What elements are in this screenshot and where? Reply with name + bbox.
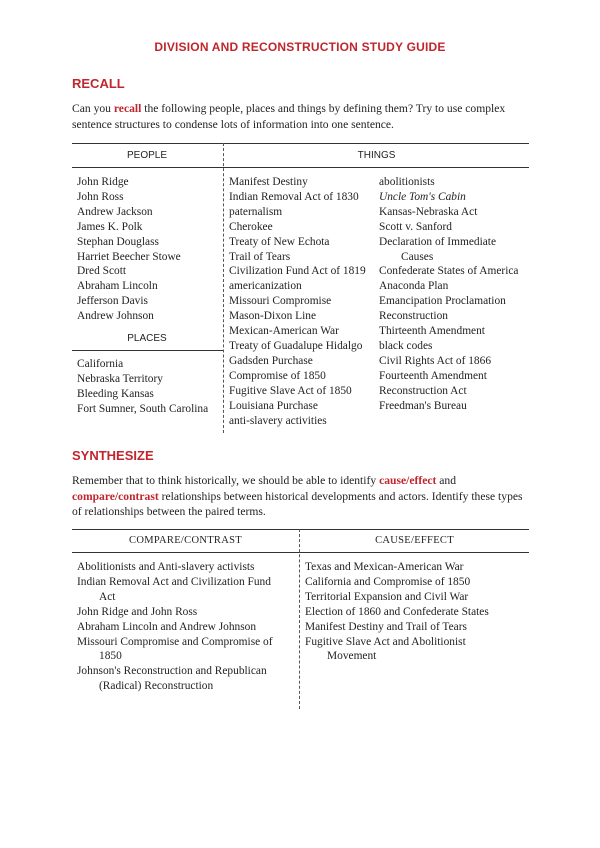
places-header: PLACES (127, 333, 167, 344)
keyword-cause-effect: cause/effect (379, 474, 437, 487)
cause-list (305, 560, 501, 664)
list-item: California (77, 358, 124, 370)
list-item: Mexican-American War (229, 325, 339, 338)
list-item: Fort Sumner, South Carolina (77, 402, 209, 415)
list-item: Missouri Compromise (229, 295, 332, 308)
synthesize-intro: Remember that to think historically, we should be able to identify cause/effect and compare/contrast relationships between historical developments and actors. Identify these types of relationships between the paired terms. (72, 474, 523, 518)
list-item: Fourteenth Amendment (379, 369, 487, 382)
list-item: black codes (379, 339, 433, 352)
things-list-2 (379, 175, 527, 414)
list-item: Fugitive Slave Act of 1850 (229, 384, 352, 397)
list-item: abolitionists (379, 176, 435, 188)
list-item: Treaty of New Echota (229, 235, 330, 248)
recall-column-divider (223, 143, 224, 433)
list-item: Anaconda Plan (379, 280, 449, 293)
list-item: Abraham Lincoln (77, 280, 158, 293)
list-item: Cherokee (229, 220, 273, 233)
list-item: americanization (229, 280, 302, 293)
things-header: THINGS (357, 150, 396, 161)
list-item: Civilization Fund Act of 1819 (229, 265, 366, 278)
list-item: Dred Scott (77, 265, 127, 278)
list-item: Declaration of Immediate Causes (379, 235, 497, 263)
list-item: Scott v. Sanford (379, 220, 452, 233)
compare-list (77, 560, 285, 694)
list-item: Manifest Destiny (229, 176, 308, 188)
list-item: Reconstruction (379, 310, 448, 323)
list-item: Indian Removal Act and Civilization Fund Act (77, 575, 271, 603)
people-header: PEOPLE (126, 150, 168, 161)
list-item: Trail of Tears (229, 250, 291, 263)
list-item: Confederate States of America (379, 265, 519, 278)
list-item: Gadsden Purchase (229, 354, 313, 367)
list-item: Nebraska Territory (77, 372, 163, 385)
list-item: Jefferson Davis (77, 295, 148, 308)
page-title: DIVISION AND RECONSTRUCTION STUDY GUIDE (154, 40, 446, 54)
list-item: John Ridge (77, 176, 129, 188)
list-item: John Ross (77, 190, 124, 203)
compare-header: COMPARE/CONTRAST (129, 535, 242, 546)
list-item: Kansas-Nebraska Act (379, 205, 478, 218)
list-item: James K. Polk (77, 220, 143, 233)
list-item: Fugitive Slave Act and Abolitionist Movement (305, 635, 466, 663)
synthesize-heading: SYNTHESIZE (72, 448, 154, 463)
list-item: Louisiana Purchase (229, 399, 318, 412)
list-item: Thirteenth Amendment (379, 325, 485, 338)
cause-header: CAUSE/EFFECT (375, 535, 454, 546)
list-item: Election of 1860 and Confederate States (305, 605, 489, 618)
list-item: Reconstruction Act (379, 384, 467, 397)
recall-header-rule (72, 167, 529, 168)
list-item: Mason-Dixon Line (229, 310, 316, 323)
list-item: Freedman's Bureau (379, 399, 467, 412)
list-item: anti-slavery activities (229, 414, 327, 427)
synthesize-header-rule (72, 552, 529, 553)
synthesize-column-divider (299, 529, 300, 709)
recall-heading: RECALL (72, 76, 125, 91)
list-item: Andrew Jackson (77, 205, 153, 218)
list-item: Texas and Mexican-American War (305, 561, 464, 573)
things-list-1 (229, 175, 377, 428)
people-list (77, 175, 219, 324)
list-item: Abolitionists and Anti-slavery activists (77, 561, 255, 573)
list-item: Compromise of 1850 (229, 369, 326, 382)
list-item: California and Compromise of 1850 (305, 575, 471, 588)
places-rule (72, 350, 223, 351)
list-item: Uncle Tom's Cabin (379, 190, 466, 203)
list-item: Abraham Lincoln and Andrew Johnson (77, 620, 257, 633)
list-item: Treaty of Guadalupe Hidalgo (229, 339, 363, 352)
list-item: Harriet Beecher Stowe (77, 250, 181, 263)
places-list (77, 357, 219, 417)
list-item: Territorial Expansion and Civil War (305, 590, 469, 603)
list-item: Civil Rights Act of 1866 (379, 354, 492, 367)
list-item: Emancipation Proclamation (379, 295, 506, 308)
list-item: paternalism (229, 205, 283, 218)
list-item: Manifest Destiny and Trail of Tears (305, 620, 467, 633)
list-item: Andrew Johnson (77, 310, 154, 323)
list-item: Indian Removal Act of 1830 (229, 190, 359, 203)
keyword-recall: recall (113, 102, 142, 115)
list-item: John Ridge and John Ross (77, 605, 198, 618)
recall-intro: Can you recall the following people, places and things by defining them? Try to use complex sentence structures to condense lots of information into one sentence. (72, 102, 506, 131)
recall-top-rule (72, 143, 529, 144)
list-item: Missouri Compromise and Compromise of 1850 (77, 635, 273, 663)
keyword-compare-contrast: compare/contrast (72, 489, 159, 503)
list-item: Bleeding Kansas (77, 387, 154, 400)
list-item: Stephan Douglass (77, 235, 159, 248)
list-item: Johnson's Reconstruction and Republican (Radical) Reconstruction (77, 665, 267, 693)
synthesize-top-rule (72, 529, 529, 530)
